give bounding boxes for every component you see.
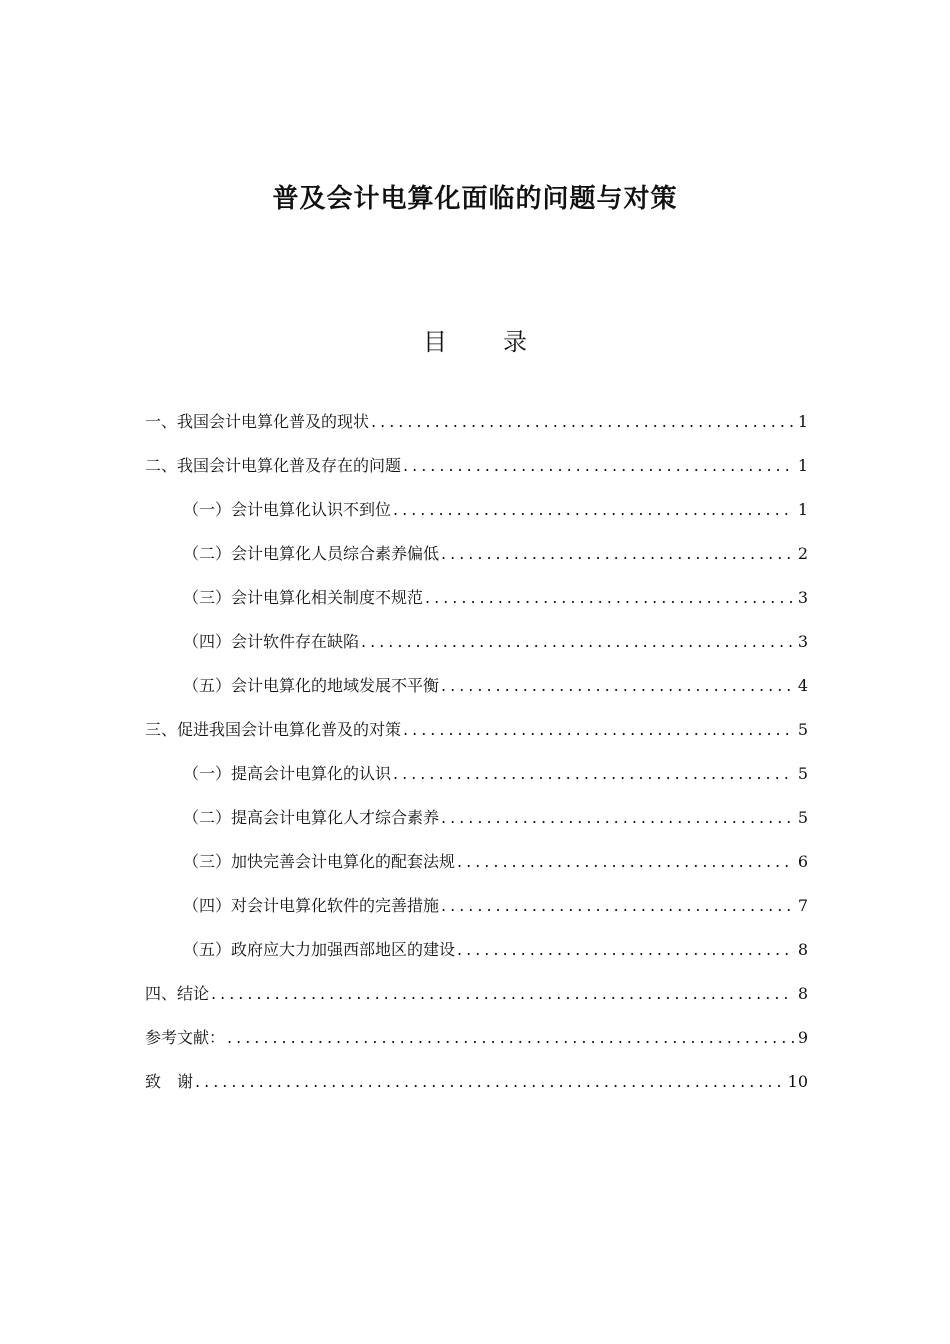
toc-leader-dots: [195, 1067, 784, 1097]
toc-entry-text: （二）提高会计电算化人才综合素养: [183, 808, 440, 827]
toc-entry[interactable]: [145, 935, 808, 979]
toc-heading-char-2: 录: [503, 328, 527, 356]
toc-leader-dots: [403, 451, 794, 481]
toc-leader-dots: [457, 935, 794, 965]
toc-entry[interactable]: [145, 715, 808, 759]
toc-leader-dots: [425, 583, 794, 613]
toc-leader-dots: [211, 979, 794, 1009]
toc-entry-text: 一、我国会计电算化普及的现状: [145, 412, 370, 431]
toc-leader-dots: [371, 407, 794, 437]
toc-entry[interactable]: [145, 847, 808, 891]
toc-page-number: 7: [797, 896, 808, 915]
toc-page-number: 4: [797, 676, 808, 695]
toc-entry[interactable]: [145, 759, 808, 803]
toc-entry[interactable]: [145, 979, 808, 1023]
toc-page-number: 5: [797, 720, 808, 739]
toc-leader-dots: [441, 803, 794, 833]
toc-entry-text: （四）对会计电算化软件的完善措施: [183, 896, 440, 915]
toc-leader-dots: [393, 759, 794, 789]
toc-entry[interactable]: [145, 451, 808, 495]
toc-entry[interactable]: [145, 495, 808, 539]
toc-heading-char-1: 目: [423, 328, 447, 356]
toc-page-number: 3: [797, 588, 808, 607]
toc-leader-dots: [441, 671, 794, 701]
toc-leader-dots: [393, 495, 794, 525]
toc-entry-text: 四、结论: [145, 984, 210, 1003]
toc-page-number: 1: [797, 456, 808, 475]
toc-leader-dots: [361, 627, 794, 657]
toc-page-number: 3: [797, 632, 808, 651]
toc-page-number: 6: [797, 852, 808, 871]
toc-leader-dots: [441, 891, 794, 921]
toc-heading: [0, 322, 950, 357]
toc-entry[interactable]: [145, 671, 808, 715]
toc-entry[interactable]: [145, 803, 808, 847]
toc-page-number: 2: [797, 544, 808, 563]
toc-entry-text: 致 谢: [145, 1072, 194, 1091]
toc-entry[interactable]: [145, 1067, 808, 1111]
toc-entry[interactable]: [145, 539, 808, 583]
toc-entry-text: （五）政府应大力加强西部地区的建设: [183, 940, 456, 959]
toc-entry[interactable]: [145, 891, 808, 935]
toc-leader-dots: [403, 715, 794, 745]
toc-page-number: 8: [797, 940, 808, 959]
toc-entry-text: 三、促进我国会计电算化普及的对策: [145, 720, 402, 739]
document-title: 普及会计电算化面临的问题与对策: [272, 184, 678, 214]
toc-entry-text: （三）会计电算化相关制度不规范: [183, 588, 424, 607]
toc-entry[interactable]: [145, 1023, 808, 1067]
toc-entry-text: （五）会计电算化的地域发展不平衡: [183, 676, 440, 695]
toc-page-number: 9: [797, 1028, 808, 1047]
toc-entry-text: （一）提高会计电算化的认识: [183, 764, 392, 783]
toc-entry[interactable]: [145, 627, 808, 671]
toc-leader-dots: [227, 1023, 794, 1053]
toc-entry-text: （二）会计电算化人员综合素养偏低: [183, 544, 440, 563]
toc-page-number: 1: [797, 500, 808, 519]
toc-leader-dots: [457, 847, 794, 877]
toc-entry-text: 参考文献：: [145, 1028, 226, 1047]
toc-entry-text: （四）会计软件存在缺陷: [183, 632, 360, 651]
toc-entry[interactable]: [145, 583, 808, 627]
table-of-contents: [145, 407, 808, 1111]
toc-page-number: 5: [797, 764, 808, 783]
toc-leader-dots: [441, 539, 794, 569]
toc-page-number: 1: [797, 412, 808, 431]
toc-page-number: 10: [787, 1072, 808, 1091]
toc-page-number: 8: [797, 984, 808, 1003]
toc-entry[interactable]: [145, 407, 808, 451]
toc-entry-text: （三）加快完善会计电算化的配套法规: [183, 852, 456, 871]
toc-entry-text: 二、我国会计电算化普及存在的问题: [145, 456, 402, 475]
toc-page-number: 5: [797, 808, 808, 827]
toc-entry-text: （一）会计电算化认识不到位: [183, 500, 392, 519]
